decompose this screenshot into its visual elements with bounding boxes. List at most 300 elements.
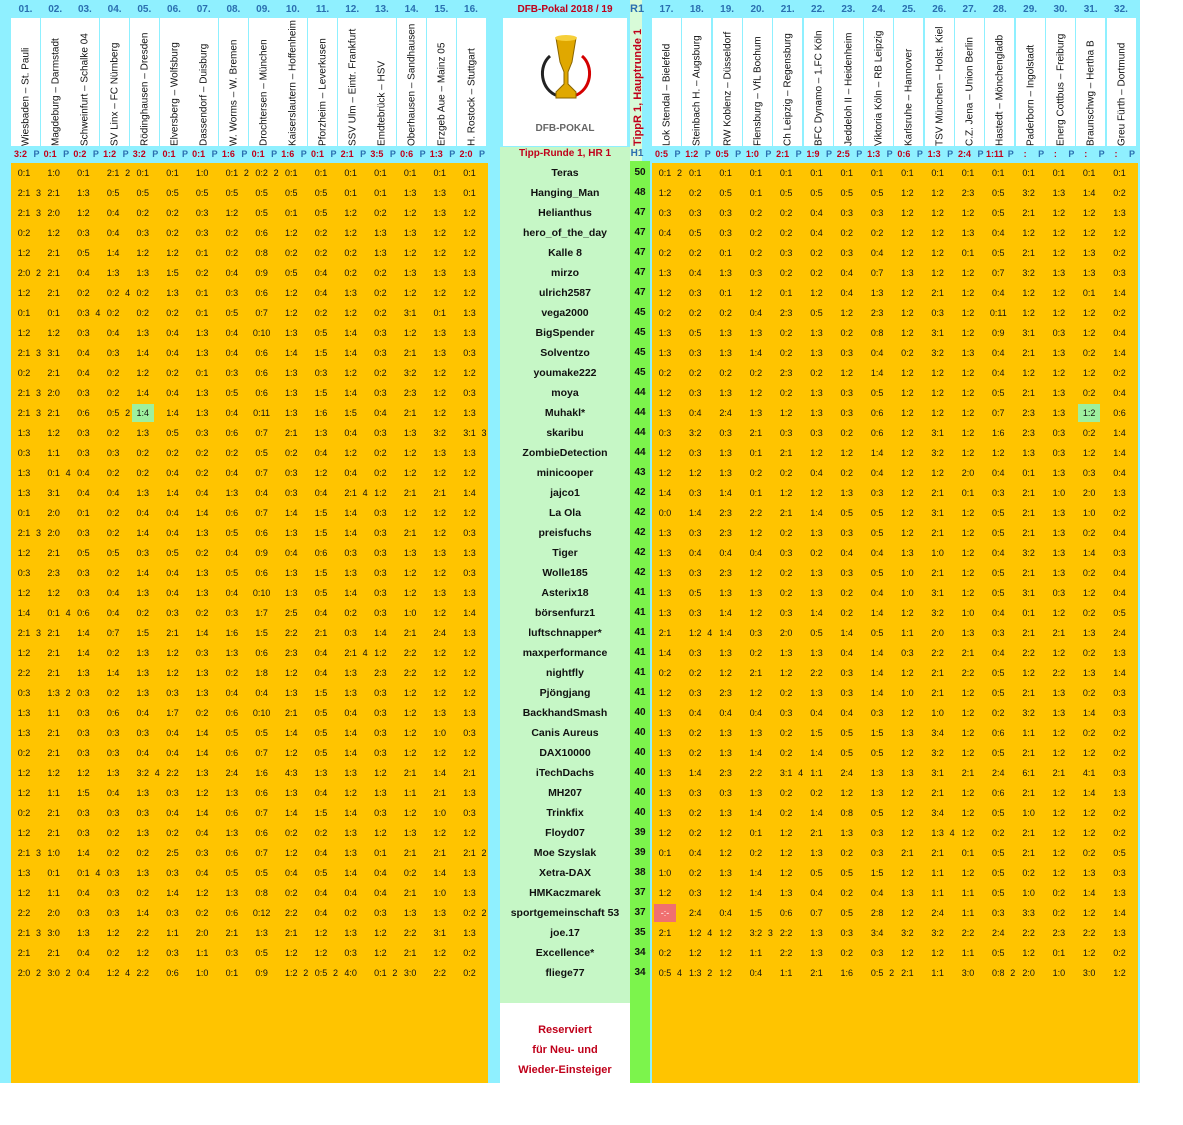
points-cell bbox=[737, 303, 744, 323]
tip-cell: 0:2 bbox=[749, 848, 763, 858]
points-cell bbox=[797, 463, 804, 483]
match-number: 29. bbox=[1023, 4, 1038, 15]
tip-cell: 1:3 bbox=[961, 628, 975, 638]
player-name[interactable]: Trinkfix bbox=[546, 807, 584, 819]
points-cell bbox=[94, 483, 101, 503]
points-cell bbox=[676, 803, 683, 823]
tip-cell: 1:3 bbox=[106, 768, 120, 778]
player-name[interactable]: sportgemeinschaft 53 bbox=[510, 907, 620, 919]
tip-cell: 1:4 bbox=[810, 748, 823, 758]
points-cell bbox=[332, 923, 339, 943]
points-cell bbox=[481, 663, 488, 683]
player-name[interactable]: HMKaczmarek bbox=[529, 887, 601, 899]
points-cell bbox=[828, 403, 835, 423]
points-cell bbox=[1100, 183, 1107, 203]
tip-cell: 0:6 bbox=[255, 828, 268, 838]
points-cell bbox=[1100, 383, 1107, 403]
player-name[interactable]: preisfuchs bbox=[538, 527, 592, 539]
tip-cell: 2:1 bbox=[403, 888, 417, 898]
tip-cell: 0:2 bbox=[779, 208, 793, 218]
tip-cell: 0:2 bbox=[719, 308, 732, 318]
tip-cell: 0:3 bbox=[658, 208, 672, 218]
tip-cell: 1:3 bbox=[463, 328, 476, 338]
tip-cell: 0:5 bbox=[992, 208, 1005, 218]
points-cell bbox=[737, 223, 744, 243]
player-name[interactable]: BackhandSmash bbox=[522, 707, 608, 719]
player-name[interactable]: Wolle185 bbox=[542, 567, 588, 579]
points-cell bbox=[421, 243, 428, 263]
points-cell bbox=[737, 183, 744, 203]
points-cell bbox=[676, 463, 683, 483]
points-cell bbox=[918, 423, 925, 443]
tip-cell: 1:6 bbox=[314, 408, 328, 418]
points-cell bbox=[1070, 443, 1077, 463]
player-total: 48 bbox=[634, 187, 646, 198]
tip-cell: 0:7 bbox=[870, 268, 884, 278]
tip-cell: 0:7 bbox=[255, 428, 268, 438]
points-cell: 2 bbox=[481, 908, 487, 918]
tip-cell: 1:5 bbox=[810, 728, 823, 738]
player-name[interactable]: Hanging_Man bbox=[530, 187, 600, 199]
tip-cell: 0:1 bbox=[1052, 948, 1066, 958]
tip-cell: 1:2 bbox=[1022, 668, 1035, 678]
tip-cell: 0:2 bbox=[374, 468, 387, 478]
tip-cell: 0:2 bbox=[255, 168, 268, 178]
match-number: 24. bbox=[871, 4, 886, 15]
player-name[interactable]: DAX10000 bbox=[539, 747, 591, 759]
points-cell bbox=[154, 783, 161, 803]
tip-cell: 1:3 bbox=[344, 848, 357, 858]
tip-cell: 1:2 bbox=[136, 948, 150, 958]
tip-cell: 1:2 bbox=[1052, 728, 1066, 738]
player-name[interactable]: vega2000 bbox=[541, 307, 589, 319]
player-name[interactable]: maxperformance bbox=[522, 647, 608, 659]
player-name[interactable]: Solventzo bbox=[540, 347, 590, 359]
points-cell bbox=[1100, 563, 1107, 583]
tip-cell: 0:3 bbox=[689, 648, 702, 658]
points-cell: 2 bbox=[889, 968, 895, 978]
points-cell bbox=[858, 863, 865, 883]
tip-cell: 0:3 bbox=[225, 368, 239, 378]
tip-cell: 1:2 bbox=[1052, 748, 1066, 758]
points-cell bbox=[888, 323, 895, 343]
points-cell bbox=[828, 263, 835, 283]
player-name[interactable]: Canis Aureus bbox=[531, 727, 599, 739]
player-name[interactable]: skaribu bbox=[546, 427, 584, 439]
tip-cell: 2:1 bbox=[285, 428, 298, 438]
player-name[interactable]: fliege77 bbox=[545, 967, 585, 979]
points-cell bbox=[154, 943, 161, 963]
player-name[interactable]: nightfly bbox=[546, 667, 584, 679]
tip-cell: 0:2 bbox=[719, 368, 732, 378]
points-cell bbox=[797, 503, 804, 523]
tip-cell: 0:1 bbox=[1022, 468, 1035, 478]
points-cell bbox=[391, 363, 398, 383]
points-cell bbox=[124, 543, 131, 563]
points-cell bbox=[65, 743, 72, 763]
tip-cell: 1:0 bbox=[1052, 488, 1066, 498]
points-cell bbox=[1131, 783, 1138, 803]
points-cell bbox=[94, 323, 101, 343]
points-cell bbox=[451, 463, 458, 483]
points-cell bbox=[273, 623, 280, 643]
points-cell bbox=[918, 323, 925, 343]
tip-cell: 1:3 bbox=[810, 588, 823, 598]
tip-cell: 3:2 bbox=[931, 608, 944, 618]
points-cell bbox=[949, 843, 956, 863]
points-cell bbox=[828, 223, 835, 243]
points-cell: 2 bbox=[273, 168, 279, 178]
points-cell bbox=[767, 783, 774, 803]
tip-cell: 1:3 bbox=[1052, 688, 1066, 698]
points-cell bbox=[362, 543, 369, 563]
tip-cell: 3:2 bbox=[931, 928, 944, 938]
player-name[interactable]: Asterix18 bbox=[541, 587, 589, 599]
tip-cell: 0:2 bbox=[195, 468, 209, 478]
points-cell bbox=[451, 163, 458, 183]
tip-cell: 0:4 bbox=[749, 708, 763, 718]
points-cell bbox=[391, 243, 398, 263]
tip-cell: 1:2 bbox=[840, 448, 854, 458]
p-label: P bbox=[122, 149, 129, 159]
points-cell bbox=[1009, 863, 1016, 883]
tip-cell: 0:2 bbox=[136, 308, 150, 318]
player-name[interactable]: moya bbox=[551, 387, 579, 399]
points-cell bbox=[213, 483, 220, 503]
tip-cell: 1:2 bbox=[1082, 208, 1096, 218]
tip-cell: 0:4 bbox=[106, 608, 120, 618]
tip-cell: 1:2 bbox=[433, 688, 447, 698]
tip-cell: 0:1 bbox=[1022, 608, 1035, 618]
tip-cell: 1:2 bbox=[961, 568, 975, 578]
match-result: : bbox=[1053, 149, 1057, 159]
tip-cell: 0:2 bbox=[749, 248, 763, 258]
tip-cell: 0:3 bbox=[77, 588, 90, 598]
player-name[interactable]: MH207 bbox=[548, 787, 582, 799]
points-cell bbox=[918, 763, 925, 783]
points-cell bbox=[94, 383, 101, 403]
player-name[interactable]: luftschnapper* bbox=[528, 627, 602, 639]
tip-cell: 0:2 bbox=[1113, 728, 1126, 738]
tip-cell: 0:3 bbox=[1113, 688, 1126, 698]
tip-cell: 1:2 bbox=[931, 248, 944, 258]
points-cell bbox=[797, 643, 804, 663]
points-cell bbox=[979, 963, 986, 983]
points-cell bbox=[124, 803, 131, 823]
tip-cell: 0:5 bbox=[225, 728, 239, 738]
tip-cell: 0:2 bbox=[106, 368, 120, 378]
player-name[interactable]: Tiger bbox=[552, 547, 578, 559]
tip-cell: 2:1 bbox=[901, 848, 914, 858]
tip-cell: 0:2 bbox=[1082, 608, 1096, 618]
tip-cell: 2:0 bbox=[47, 508, 60, 518]
tip-cell: 0:6 bbox=[225, 808, 239, 818]
tip-cell: 2:1 bbox=[931, 568, 944, 578]
points-cell bbox=[918, 603, 925, 623]
points-cell bbox=[949, 763, 956, 783]
points-cell bbox=[676, 403, 683, 423]
points-cell bbox=[767, 603, 774, 623]
tip-cell: 0:4 bbox=[106, 788, 120, 798]
tip-cell: 2:1 bbox=[658, 628, 672, 638]
points-cell bbox=[858, 563, 865, 583]
points-cell bbox=[979, 743, 986, 763]
tip-cell: 0:3 bbox=[195, 648, 209, 658]
points-cell bbox=[421, 283, 428, 303]
points-cell bbox=[154, 743, 161, 763]
points-cell bbox=[1070, 263, 1077, 283]
tip-cell: 2:1 bbox=[1022, 248, 1035, 258]
points-cell bbox=[1040, 203, 1047, 223]
player-name[interactable]: Muhakl* bbox=[544, 407, 586, 419]
p-label: P bbox=[389, 149, 396, 159]
points-cell bbox=[828, 343, 835, 363]
player-name[interactable]: Teras bbox=[551, 167, 579, 179]
points-cell bbox=[332, 663, 339, 683]
tip-cell: 1:2 bbox=[433, 528, 447, 538]
player-name[interactable]: youmake222 bbox=[533, 367, 597, 379]
points-cell bbox=[184, 503, 191, 523]
tip-cell: 0:4 bbox=[1113, 328, 1126, 338]
points-cell: 4 bbox=[95, 308, 101, 318]
tip-cell: 1:2 bbox=[901, 328, 914, 338]
tip-cell: 3:0 bbox=[47, 928, 60, 938]
points-cell bbox=[949, 343, 956, 363]
tip-cell: 1:2 bbox=[17, 788, 31, 798]
points-cell: 2 bbox=[35, 268, 41, 278]
player-name[interactable]: iTechDachs bbox=[535, 767, 595, 779]
points-cell bbox=[888, 163, 895, 183]
tip-cell: 1:3 bbox=[195, 688, 209, 698]
points-cell bbox=[676, 503, 683, 523]
tip-cell: 1:0 bbox=[1022, 808, 1035, 818]
tip-cell: 0:3 bbox=[1052, 588, 1066, 598]
tip-cell: 0:1 bbox=[17, 168, 31, 178]
points-cell bbox=[184, 443, 191, 463]
points-cell bbox=[362, 203, 369, 223]
points-cell bbox=[362, 223, 369, 243]
tip-cell: 0:1 bbox=[961, 168, 975, 178]
tip-cell: 2:3 bbox=[719, 508, 732, 518]
tip-cell: 0:6 bbox=[992, 728, 1005, 738]
tip-cell: 0:3 bbox=[106, 728, 120, 738]
tip-cell: 1:3 bbox=[285, 368, 298, 378]
points-cell bbox=[676, 443, 683, 463]
points-cell bbox=[1131, 723, 1138, 743]
points-cell bbox=[1100, 363, 1107, 383]
match-number: 02. bbox=[48, 4, 63, 15]
player-name[interactable]: Kalle 8 bbox=[548, 247, 582, 259]
tip-cell: 2:2 bbox=[810, 668, 823, 678]
tip-cell: 0:3 bbox=[840, 248, 854, 258]
player-name[interactable]: jajco1 bbox=[550, 487, 580, 499]
tip-cell: 2:1 bbox=[47, 808, 60, 818]
points-cell bbox=[481, 203, 488, 223]
tip-cell: 1:3 bbox=[17, 488, 31, 498]
points-cell bbox=[35, 883, 42, 903]
tip-cell: 0:5 bbox=[992, 528, 1005, 538]
points-cell bbox=[451, 643, 458, 663]
tip-cell: 1:3 bbox=[17, 868, 31, 878]
points-cell bbox=[797, 183, 804, 203]
points-cell bbox=[767, 163, 774, 183]
tip-cell: 1:3 bbox=[810, 648, 823, 658]
points-cell bbox=[858, 943, 865, 963]
player-name[interactable]: Helianthus bbox=[538, 207, 592, 219]
tip-cell: 2:3 bbox=[719, 528, 732, 538]
points-cell bbox=[1100, 523, 1107, 543]
points-cell bbox=[302, 643, 309, 663]
player-name[interactable]: BigSpender bbox=[535, 327, 595, 339]
tip-cell: 1:4 bbox=[689, 768, 702, 778]
tip-cell: 0:5 bbox=[870, 568, 884, 578]
points-cell bbox=[391, 663, 398, 683]
tip-cell: 0:6 bbox=[255, 568, 268, 578]
tip-cell: 0:2 bbox=[195, 268, 209, 278]
points-cell bbox=[154, 823, 161, 843]
points-cell bbox=[979, 483, 986, 503]
points-cell bbox=[797, 623, 804, 643]
points-cell bbox=[979, 443, 986, 463]
points-cell bbox=[94, 843, 101, 863]
points-cell bbox=[918, 163, 925, 183]
tip-cell: 0:3 bbox=[779, 428, 793, 438]
points-cell bbox=[421, 763, 428, 783]
tip-cell: 0:2 bbox=[1082, 428, 1096, 438]
tip-cell: 1:3 bbox=[1113, 648, 1126, 658]
points-cell bbox=[154, 663, 161, 683]
tip-cell: 1:2 bbox=[1113, 968, 1126, 978]
points-cell bbox=[858, 323, 865, 343]
player-name[interactable]: börsenfurz1 bbox=[534, 607, 596, 619]
points-cell bbox=[797, 223, 804, 243]
points-cell bbox=[676, 743, 683, 763]
player-name[interactable]: ZombieDetection bbox=[522, 447, 608, 459]
points-cell bbox=[154, 523, 161, 543]
tip-cell: 1:2 bbox=[901, 228, 914, 238]
match-result: 1:3 bbox=[867, 149, 881, 159]
tip-cell: 2:1 bbox=[314, 628, 328, 638]
player-name[interactable]: Moe Szyslak bbox=[533, 847, 597, 859]
points-cell bbox=[767, 223, 774, 243]
points-cell bbox=[676, 923, 683, 943]
p-label: P bbox=[674, 149, 681, 159]
points-cell bbox=[949, 403, 956, 423]
tip-cell: 1:3 bbox=[136, 268, 150, 278]
points-cell: 4 bbox=[125, 968, 131, 978]
player-name[interactable]: Excellence* bbox=[535, 947, 595, 959]
tip-cell: 1:3 bbox=[658, 328, 672, 338]
tip-cell: 0:1 bbox=[47, 608, 60, 618]
tip-cell: 1:4 bbox=[344, 588, 357, 598]
p-label: P bbox=[63, 149, 70, 159]
points-cell bbox=[828, 383, 835, 403]
tip-cell: 0:2 bbox=[1082, 648, 1096, 658]
tip-cell: 0:4 bbox=[314, 288, 328, 298]
player-name[interactable]: minicooper bbox=[536, 467, 594, 479]
points-cell bbox=[797, 823, 804, 843]
tip-cell: 0:2 bbox=[225, 448, 239, 458]
points-cell bbox=[1131, 363, 1138, 383]
points-cell bbox=[918, 743, 925, 763]
points-cell: 3 bbox=[35, 408, 41, 418]
tip-cell: 0:4 bbox=[840, 288, 854, 298]
points-cell bbox=[858, 643, 865, 663]
points-cell bbox=[1009, 803, 1016, 823]
points-cell: 4 bbox=[95, 868, 101, 878]
tip-cell: 2:1 bbox=[47, 248, 60, 258]
points-cell bbox=[184, 903, 191, 923]
points-cell bbox=[184, 243, 191, 263]
tip-cell: 0:2 bbox=[17, 368, 31, 378]
points-cell bbox=[273, 783, 280, 803]
points-cell bbox=[1100, 823, 1107, 843]
points-cell bbox=[767, 663, 774, 683]
p-label: P bbox=[856, 149, 863, 159]
tip-cell: 1:3 bbox=[1052, 468, 1066, 478]
points-cell bbox=[273, 283, 280, 303]
p-label: P bbox=[735, 149, 742, 159]
tip-cell: 3:1 bbox=[1022, 328, 1035, 338]
tip-cell: 3:3 bbox=[1022, 908, 1035, 918]
tip-cell: 1:2 bbox=[992, 448, 1005, 458]
tip-cell: 0:5 bbox=[870, 528, 884, 538]
points-cell bbox=[888, 603, 895, 623]
points-cell bbox=[1100, 263, 1107, 283]
player-name[interactable]: La Ola bbox=[548, 507, 582, 519]
player-name[interactable]: joe.17 bbox=[550, 927, 580, 939]
player-name[interactable]: Xetra-DAX bbox=[539, 867, 591, 879]
points-cell bbox=[706, 423, 713, 443]
tip-cell: 0:2 bbox=[106, 648, 120, 658]
points-cell bbox=[828, 523, 835, 543]
tip-cell: 1:4 bbox=[870, 448, 884, 458]
tip-cell: 1:3 bbox=[810, 528, 823, 538]
player-name[interactable]: Floyd07 bbox=[545, 827, 585, 839]
tip-cell: 1:2 bbox=[463, 208, 476, 218]
points-cell bbox=[828, 703, 835, 723]
player-name[interactable]: mirzo bbox=[550, 267, 579, 279]
points-cell bbox=[737, 843, 744, 863]
tip-cell: 1:4 bbox=[1082, 188, 1096, 198]
tip-cell: 0:5 bbox=[870, 388, 884, 398]
points-cell bbox=[737, 903, 744, 923]
points-cell bbox=[706, 783, 713, 803]
tip-cell: 0:4 bbox=[136, 748, 150, 758]
player-name[interactable]: Pjöngjang bbox=[539, 687, 591, 699]
match-name: RW Koblenz – Düsseldorf bbox=[722, 31, 734, 146]
tip-cell: 0:3 bbox=[136, 728, 150, 738]
tip-cell: 0:3 bbox=[374, 548, 387, 558]
points-cell bbox=[184, 203, 191, 223]
match-result: 1:11 bbox=[986, 149, 1004, 159]
player-name[interactable]: ulrich2587 bbox=[539, 287, 591, 299]
points-cell bbox=[332, 323, 339, 343]
tip-cell: 0:5 bbox=[195, 188, 209, 198]
player-name[interactable]: hero_of_the_day bbox=[522, 227, 608, 239]
points-cell bbox=[35, 543, 42, 563]
points-cell: 2 bbox=[303, 968, 309, 978]
points-cell bbox=[35, 863, 42, 883]
points-cell bbox=[451, 383, 458, 403]
points-cell bbox=[332, 903, 339, 923]
points-cell bbox=[35, 463, 42, 483]
tip-cell: 1:3 bbox=[344, 688, 357, 698]
tip-cell: 0:5 bbox=[255, 188, 268, 198]
tip-cell: 0:4 bbox=[992, 648, 1005, 658]
points-cell bbox=[1070, 703, 1077, 723]
tip-cell: 2:0 bbox=[931, 628, 944, 638]
